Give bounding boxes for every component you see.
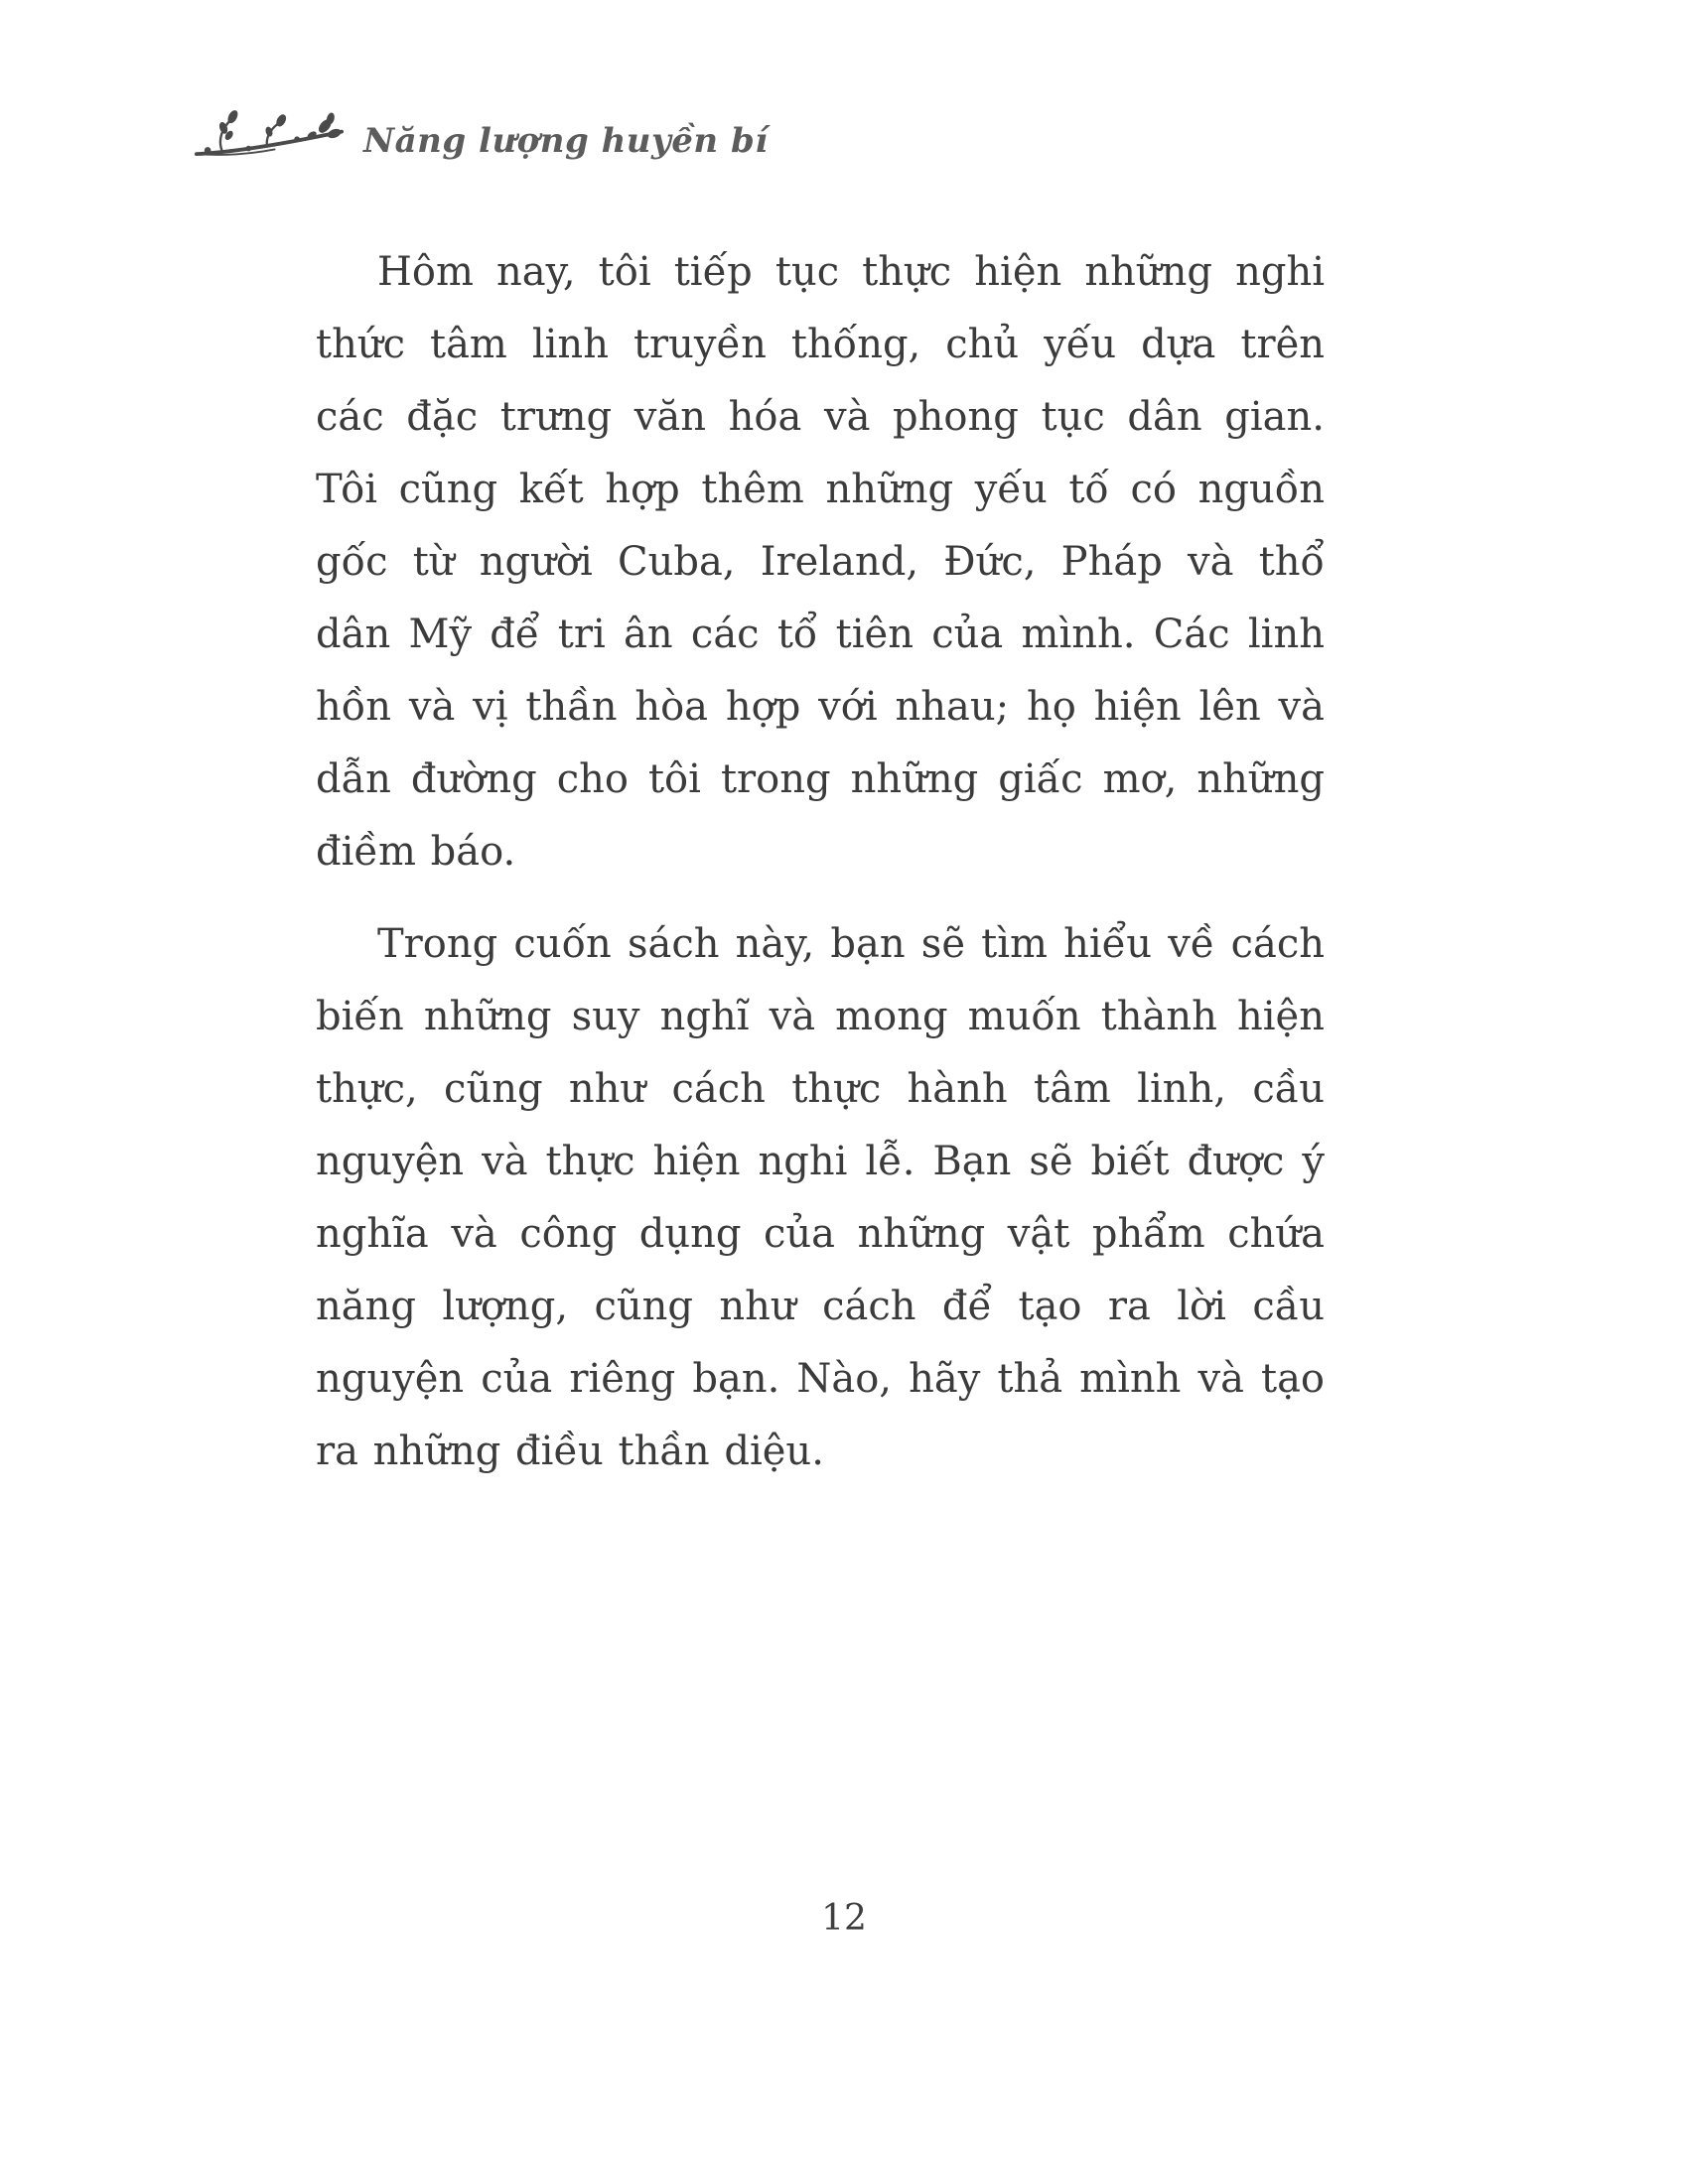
running-head: Năng lượng huyền bí (363, 121, 769, 161)
page-footer (0, 1898, 1688, 1939)
page-number: 12 (821, 1898, 867, 1939)
paragraph-1: Hôm nay, tôi tiếp tục thực hiện những nghi thức tâm linh truyền thống, chủ yếu dựa trên các đặc trưng văn hóa và phong tục dân gian. Tôi cũng kết hợp thêm những yếu tố có nguồn gốc từ người Cuba, Ireland, Đức, Pháp và thổ dân Mỹ để tri ân các tổ tiên của mình. Các linh hồn và vị thần hòa hợp với nhau; họ hiện lên và dẫn đường cho tôi trong những giấc mơ, những điềm báo. (316, 249, 1325, 875)
paragraph-2: Trong cuốn sách này, bạn sẽ tìm hiểu về cách biến những suy nghĩ và mong muốn thành hiện thực, cũng như cách thực hành tâm linh, cầu nguyện và thực hiện nghi lễ. Bạn sẽ biết được ý nghĩa và công dụng của những vật phẩm chứa năng lượng, cũng như cách để tạo ra lời cầu nguyện của riêng bạn. Nào, hãy thả mình và tạo ra những điều thần diệu. (316, 921, 1325, 1474)
body-text (316, 236, 1325, 1508)
page-header (195, 107, 769, 175)
branch-ornament-icon (195, 107, 344, 175)
